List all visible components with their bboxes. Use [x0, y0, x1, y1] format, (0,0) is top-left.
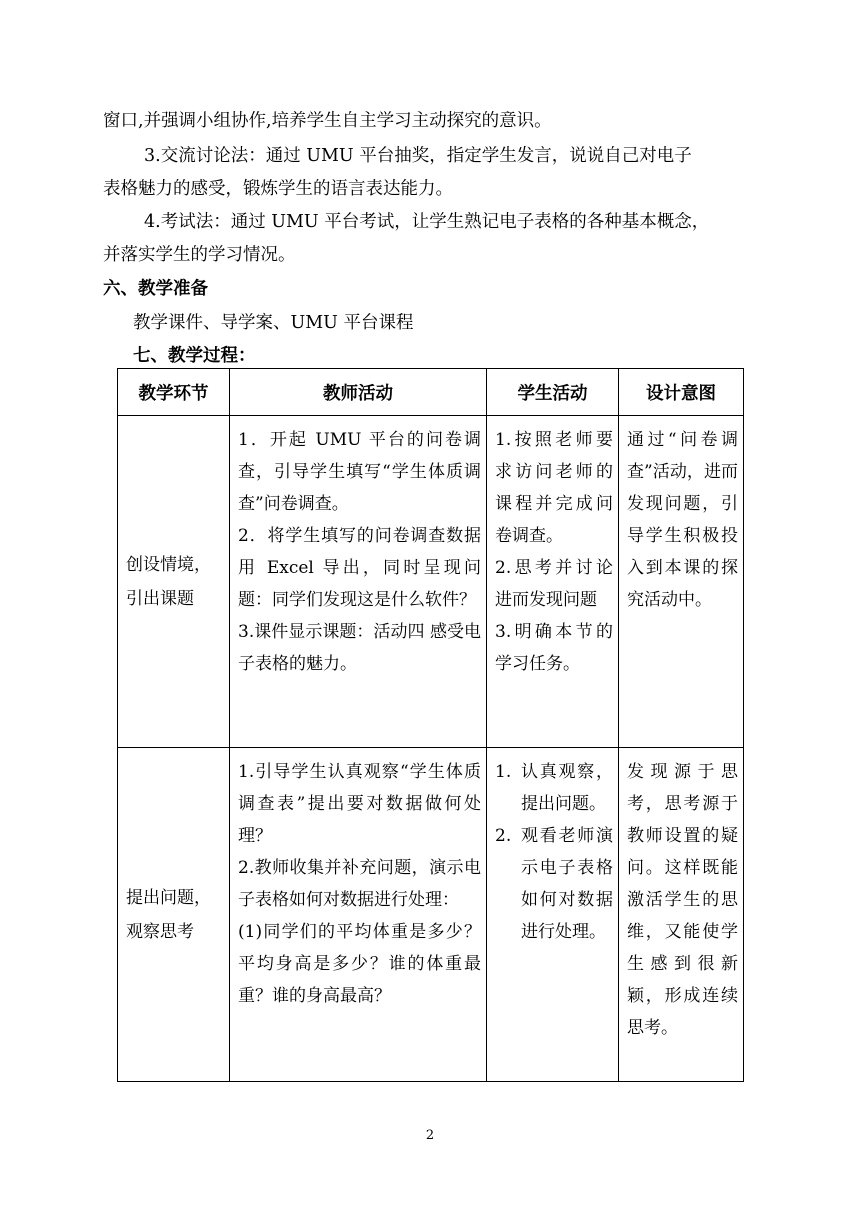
design-intent-text: 发现源于思考，思考源于教师设置的疑问。这样既能激活学生的思维，又能使学生感到很新颖，形成连续思考。: [627, 762, 738, 1038]
list-text: 观看老师演示电子表格如何对数据进行处理。: [521, 826, 613, 942]
teacher-activity-item: 1．开起 UMU 平台的问卷调查，引导学生填写“学生体质调查”问卷调查。: [238, 430, 481, 514]
section-7-heading: 七、教学过程：: [133, 346, 256, 366]
design-intent-cell: [619, 748, 744, 1082]
stage-cell: [118, 748, 230, 1082]
intro-paragraph-line: 窗口,并强调小组协作,培养学生自主学习主动探究的意识。: [103, 111, 552, 131]
student-activity-item: [495, 756, 613, 820]
table-row: [118, 416, 744, 748]
teacher-activity-item: 1.引导学生认真观察“学生体质调查表”提出要对数据做何处理？: [238, 762, 481, 846]
header-student-activity: 学生活动: [487, 369, 619, 416]
student-activity-cell: [487, 416, 619, 748]
student-activity-cell: [487, 748, 619, 1082]
list-number: 1.: [495, 762, 512, 782]
table-header-row: [118, 369, 744, 416]
page-number: 2: [425, 1128, 435, 1143]
stage-text: 提出问题，观察思考: [126, 887, 211, 942]
list-text: 认真观察，提出问题。: [521, 762, 613, 814]
method-item-3-line1: 3.交流讨论法：通过 UMU 平台抽奖，指定学生发言，说说自己对电子: [144, 146, 692, 166]
student-activity-item: 2.思考并讨论进而发现问题: [495, 558, 613, 610]
design-intent-text: 通过“问卷调查”活动，进而发现问题，引导学生积极投入到本课的探究活动中。: [627, 430, 738, 610]
stage-text: 创设情境，引出课题: [126, 554, 211, 609]
student-activity-item: 3.明确本节的学习任务。: [495, 622, 613, 674]
method-item-4-line1: 4.考试法：通过 UMU 平台考试，让学生熟记电子表格的各种基本概念，: [144, 212, 710, 232]
stage-cell: [118, 416, 230, 748]
teacher-activity-item: 3.课件显示课题：活动四 感受电子表格的魅力。: [238, 622, 481, 674]
student-activity-item: [495, 820, 613, 948]
method-item-3-line2: 表格魅力的感受，锻炼学生的语言表达能力。: [103, 179, 453, 199]
header-teacher-activity: 教师活动: [230, 369, 487, 416]
header-stage: 教学环节: [118, 369, 230, 416]
teacher-activity-cell: [230, 416, 487, 748]
section-6-heading: 六、教学准备: [103, 279, 208, 299]
list-number: 2.: [495, 826, 512, 846]
teacher-activity-item: 2.教师收集并补充问题，演示电子表格如何对数据进行处理：: [238, 858, 481, 910]
teaching-process-table: [117, 368, 744, 1082]
teacher-activity-item: (1)同学们的平均体重是多少？平均身高是多少？谁的体重最重？谁的身高最高？: [238, 922, 481, 1006]
table-row: [118, 748, 744, 1082]
teacher-activity-item: 2．将学生填写的问卷调查数据用 Excel 导出，同时呈现问题：同学们发现这是什么软件？: [238, 526, 481, 610]
student-activity-item: 1.按照老师要求访问老师的课程并完成问卷调查。: [495, 430, 613, 546]
section-6-content: 教学课件、导学案、UMU 平台课程: [133, 313, 414, 333]
header-design-intent: 设计意图: [619, 369, 744, 416]
teacher-activity-cell: [230, 748, 487, 1082]
method-item-4-line2: 并落实学生的学习情况。: [103, 245, 296, 265]
design-intent-cell: [619, 416, 744, 748]
